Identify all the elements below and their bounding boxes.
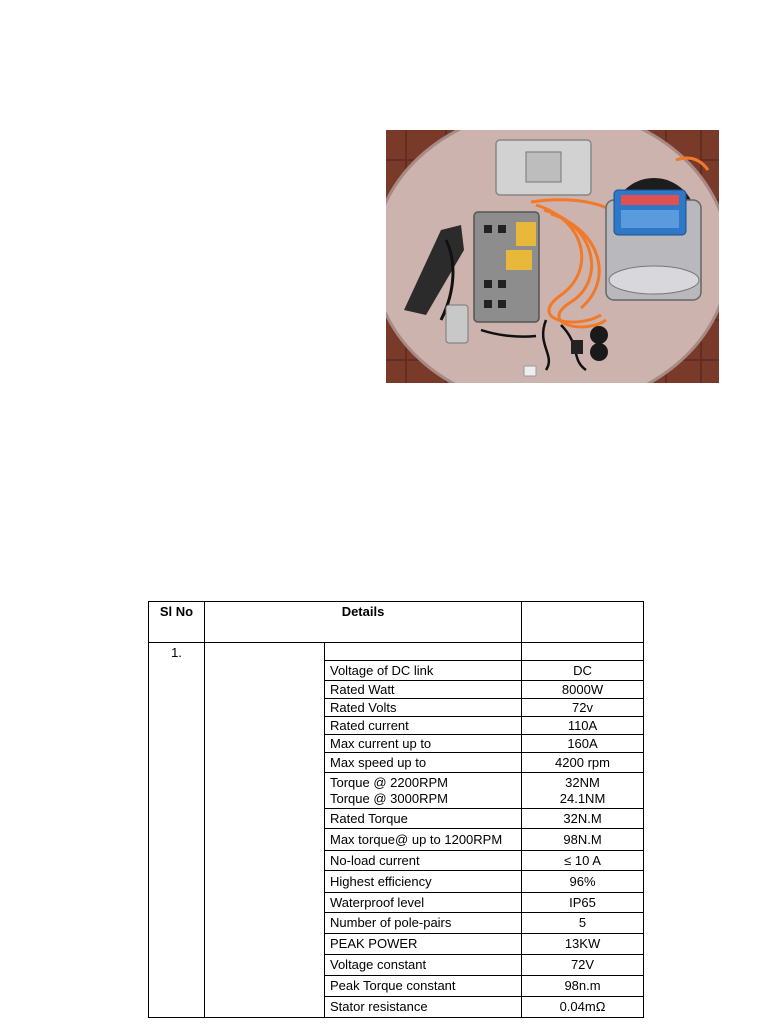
value-cell: 98n.m (522, 976, 644, 997)
param-line: Torque @ 2200RPM (330, 774, 448, 790)
value-cell: 160A (522, 735, 644, 753)
value-cell: 5 (522, 913, 644, 934)
param-cell: Voltage constant (325, 955, 522, 976)
param-line: Torque @ 3000RPM (330, 790, 448, 806)
value-cell: 72V (522, 955, 644, 976)
table-header-row (149, 602, 644, 643)
param-cell: Peak Torque constant (325, 976, 522, 997)
value-cell: 13KW (522, 934, 644, 955)
value-cell (522, 643, 644, 661)
param-cell: Max torque@ up to 1200RPM (325, 829, 522, 851)
param-cell: Rated current (325, 717, 522, 735)
value-line: 24.1NM (559, 790, 606, 806)
param-cell: Voltage of DC link (325, 661, 522, 681)
param-cell: Number of pole-pairs (325, 913, 522, 934)
param-cell (325, 643, 522, 661)
param-cell: Rated Torque (325, 809, 522, 829)
table-row (149, 643, 644, 661)
param-cell: Highest efficiency (325, 871, 522, 893)
value-cell: 0.04mΩ (522, 997, 644, 1018)
spec-table (148, 601, 644, 1018)
param-cell: Rated Watt (325, 681, 522, 699)
param-cell: Max speed up to (325, 753, 522, 773)
value-cell: DC (522, 661, 644, 681)
value-cell: 32N.M (522, 809, 644, 829)
value-cell: 110A (522, 717, 644, 735)
value-cell: ≤ 10 A (522, 851, 644, 871)
param-cell: Rated Volts (325, 699, 522, 717)
value-cell: 4200 rpm (522, 753, 644, 773)
value-cell: 98N.M (522, 829, 644, 851)
value-cell (522, 773, 644, 809)
header-details: Details (205, 602, 522, 643)
param-cell: Max current up to (325, 735, 522, 753)
param-cell: No-load current (325, 851, 522, 871)
param-cell: Waterproof level (325, 893, 522, 913)
value-line: 32NM (565, 774, 600, 790)
details-blank-cell (205, 643, 325, 1018)
param-cell: Stator resistance (325, 997, 522, 1018)
header-value (522, 602, 644, 643)
value-cell: 72v (522, 699, 644, 717)
product-photo (386, 130, 719, 383)
value-cell: 8000W (522, 681, 644, 699)
value-cell: IP65 (522, 893, 644, 913)
header-sl-no: Sl No (149, 602, 205, 643)
param-cell: PEAK POWER (325, 934, 522, 955)
value-cell: 96% (522, 871, 644, 893)
param-cell (325, 773, 522, 809)
sl-number-cell: 1. (149, 643, 205, 1018)
